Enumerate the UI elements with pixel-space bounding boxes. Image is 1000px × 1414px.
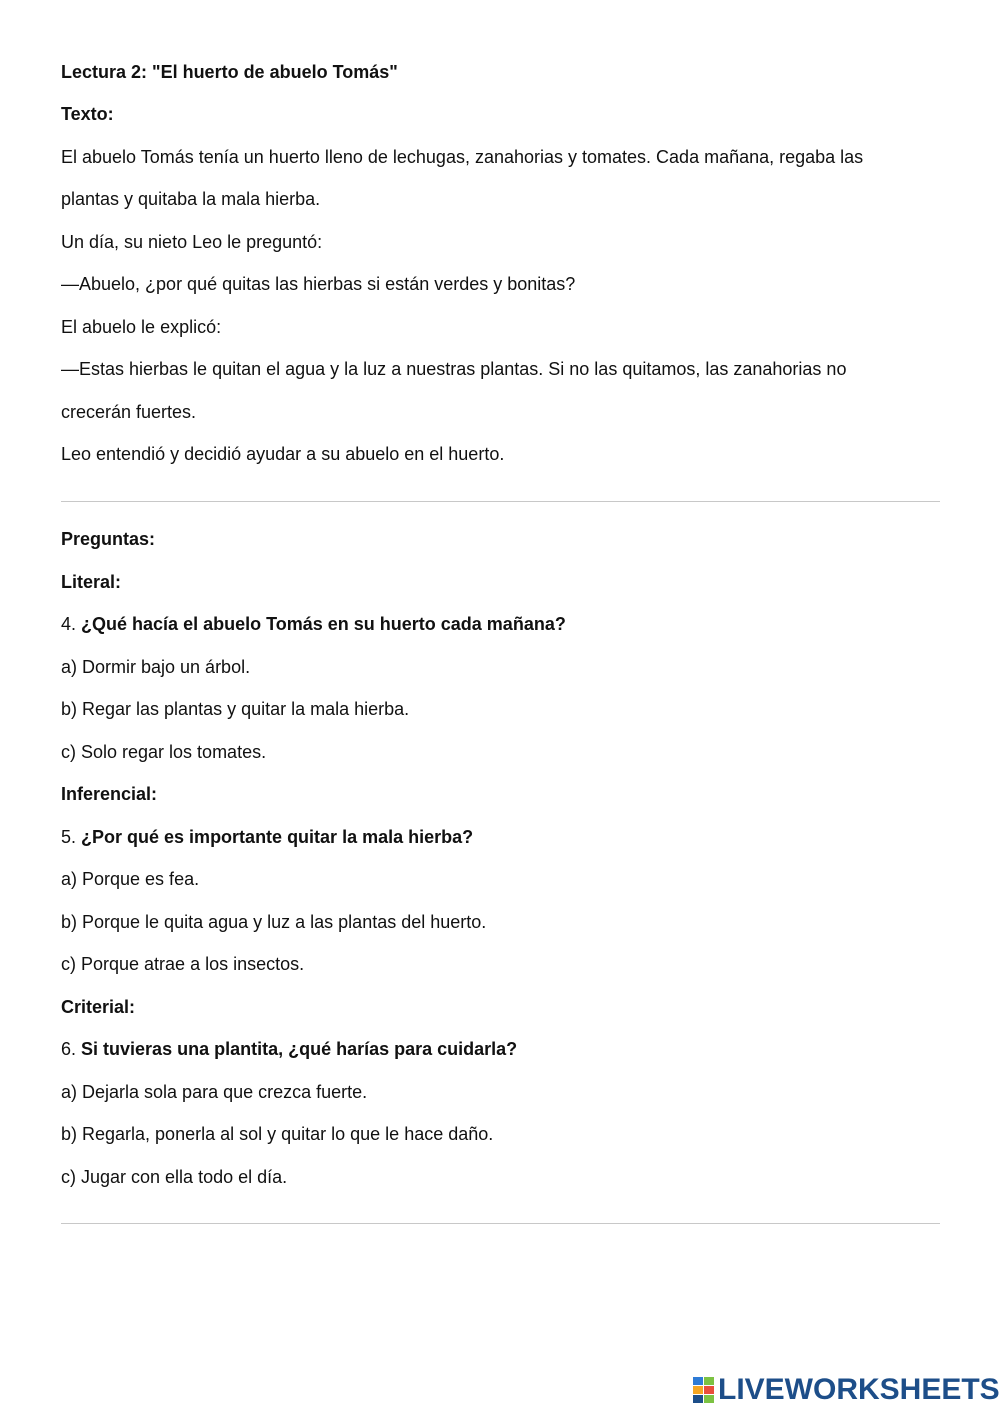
logo-block (693, 1395, 703, 1403)
option-5b[interactable]: b) Porque le quita agua y luz a las plantas del huerto. (61, 912, 487, 932)
option-4a[interactable]: a) Dormir bajo un árbol. (61, 657, 251, 677)
logo-block (704, 1377, 714, 1385)
option-4b[interactable]: b) Regar las plantas y quitar la mala hierba. (61, 699, 410, 719)
divider (61, 501, 940, 502)
brand-name: LIVEWORKSHEETS (718, 1373, 1000, 1406)
texto-label: Texto: (61, 104, 114, 124)
option-6a[interactable]: a) Dejarla sola para que crezca fuerte. (61, 1082, 368, 1102)
question-5 (61, 826, 473, 848)
text-line: El abuelo Tomás tenía un huerto lleno de lechugas, zanahorias y tomates. Cada mañana, regaba las (61, 147, 864, 167)
text-line: Un día, su nieto Leo le preguntó: (61, 232, 323, 252)
text-line: El abuelo le explicó: (61, 317, 222, 337)
preguntas-label: Preguntas: (61, 529, 156, 549)
option-4c[interactable]: c) Solo regar los tomates. (61, 742, 267, 762)
logo-block (693, 1386, 703, 1394)
liveworksheets-brand (693, 1374, 1000, 1406)
section-label-inferencial: Inferencial: (61, 784, 158, 804)
question-6 (61, 1038, 517, 1060)
question-text: ¿Por qué es importante quitar la mala hierba? (81, 827, 474, 847)
text-line: crecerán fuertes. (61, 402, 197, 422)
logo-block (704, 1386, 714, 1394)
option-5a[interactable]: a) Porque es fea. (61, 869, 200, 889)
text-line: —Abuelo, ¿por qué quitas las hierbas si están verdes y bonitas? (61, 274, 576, 294)
logo-block (704, 1395, 714, 1403)
question-number: 4. (61, 614, 77, 634)
text-line: Leo entendió y decidió ayudar a su abuelo en el huerto. (61, 444, 505, 464)
option-6c[interactable]: c) Jugar con ella todo el día. (61, 1167, 288, 1187)
text-line: —Estas hierbas le quitan el agua y la luz a nuestras plantas. Si no las quitamos, las zanahorias no (61, 359, 847, 379)
text-line: plantas y quitaba la mala hierba. (61, 189, 321, 209)
divider (61, 1223, 940, 1224)
option-6b[interactable]: b) Regarla, ponerla al sol y quitar lo que le hace daño. (61, 1124, 494, 1144)
section-label-criterial: Criterial: (61, 997, 136, 1017)
question-4 (61, 613, 566, 635)
section-label-literal: Literal: (61, 572, 122, 592)
question-text: ¿Qué hacía el abuelo Tomás en su huerto cada mañana? (81, 614, 566, 634)
option-5c[interactable]: c) Porque atrae a los insectos. (61, 954, 305, 974)
liveworksheets-logo-icon (693, 1377, 715, 1403)
question-number: 5. (61, 827, 77, 847)
question-number: 6. (61, 1039, 77, 1059)
logo-block (693, 1377, 703, 1385)
question-text: Si tuvieras una plantita, ¿qué harías para cuidarla? (81, 1039, 518, 1059)
reading-title: Lectura 2: "El huerto de abuelo Tomás" (61, 62, 398, 82)
